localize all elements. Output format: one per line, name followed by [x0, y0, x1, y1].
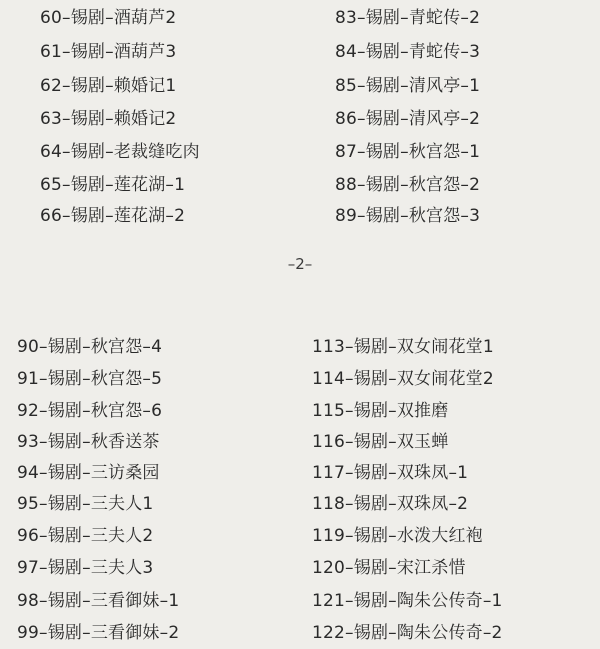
list-item: 115–锡剧–双推磨	[312, 401, 449, 421]
list-item: 113–锡剧–双女闹花堂1	[312, 337, 494, 357]
list-item: 98–锡剧–三看御妹–1	[17, 591, 180, 611]
list-item: 91–锡剧–秋宫怨–5	[17, 369, 163, 389]
list-item: 94–锡剧–三访桑园	[17, 463, 160, 483]
list-item: 62–锡剧–赖婚记1	[40, 76, 177, 96]
list-item: 85–锡剧–清风亭–1	[335, 76, 481, 96]
list-item: 64–锡剧–老裁缝吃肉	[40, 142, 200, 162]
list-item: 65–锡剧–莲花湖–1	[40, 175, 186, 195]
page-number: –2–	[287, 255, 313, 273]
list-item: 88–锡剧–秋宫怨–2	[335, 175, 481, 195]
list-item: 87–锡剧–秋宫怨–1	[335, 142, 481, 162]
list-item: 99–锡剧–三看御妹–2	[17, 623, 180, 643]
list-item: 86–锡剧–清风亭–2	[335, 109, 481, 129]
list-item: 116–锡剧–双玉蝉	[312, 432, 449, 452]
list-item: 119–锡剧–水泼大红袍	[312, 526, 483, 546]
list-item: 97–锡剧–三夫人3	[17, 558, 154, 578]
list-item: 121–锡剧–陶朱公传奇–1	[312, 591, 503, 611]
list-item: 63–锡剧–赖婚记2	[40, 109, 177, 129]
list-item: 83–锡剧–青蛇传–2	[335, 8, 481, 28]
list-item: 90–锡剧–秋宫怨–4	[17, 337, 163, 357]
list-item: 114–锡剧–双女闹花堂2	[312, 369, 494, 389]
list-item: 93–锡剧–秋香送茶	[17, 432, 160, 452]
list-item: 122–锡剧–陶朱公传奇–2	[312, 623, 503, 643]
list-item: 95–锡剧–三夫人1	[17, 494, 154, 514]
list-item: 96–锡剧–三夫人2	[17, 526, 154, 546]
list-item: 84–锡剧–青蛇传–3	[335, 42, 481, 62]
list-item: 120–锡剧–宋江杀惜	[312, 558, 466, 578]
list-item: 117–锡剧–双珠凤–1	[312, 463, 469, 483]
list-item: 118–锡剧–双珠凤–2	[312, 494, 469, 514]
list-item: 89–锡剧–秋宫怨–3	[335, 206, 481, 226]
list-item: 66–锡剧–莲花湖–2	[40, 206, 186, 226]
list-item: 61–锡剧–酒葫芦3	[40, 42, 177, 62]
list-item: 92–锡剧–秋宫怨–6	[17, 401, 163, 421]
list-item: 60–锡剧–酒葫芦2	[40, 8, 177, 28]
